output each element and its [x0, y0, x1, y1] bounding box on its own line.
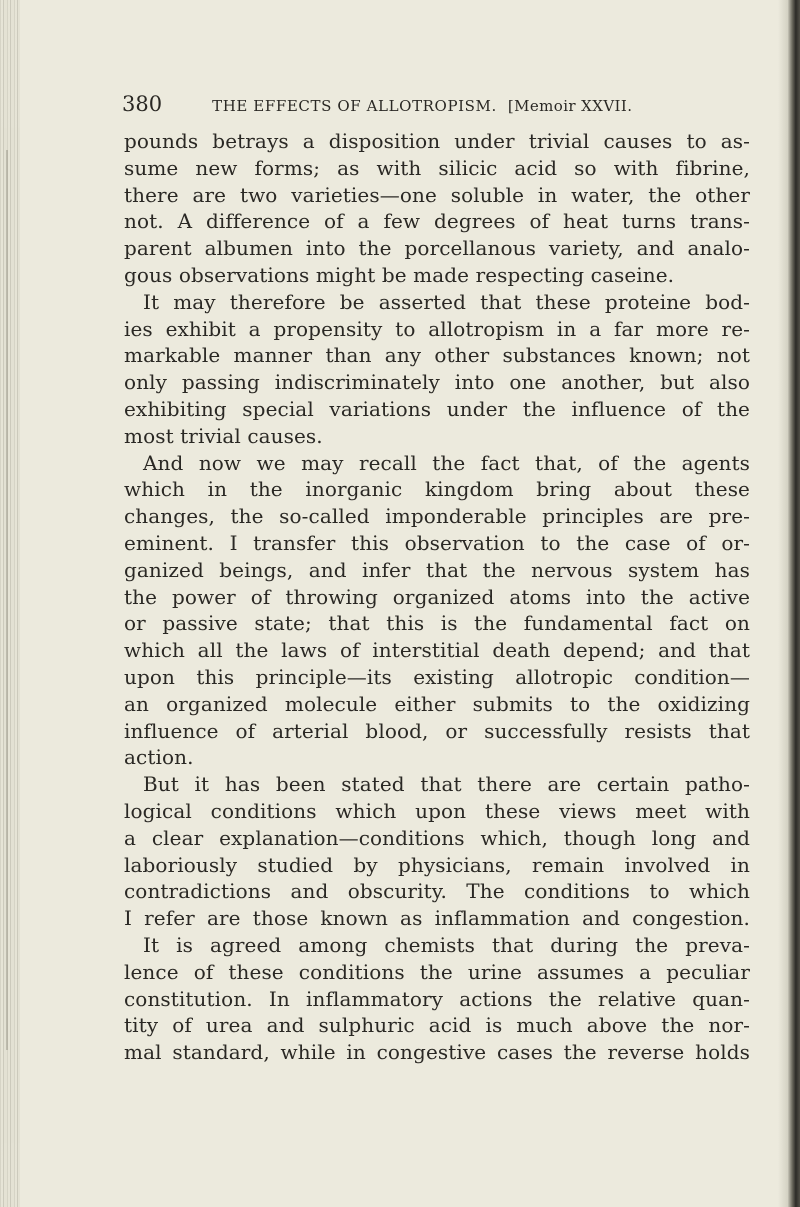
text-line: logical conditions which upon these views meet with: [124, 798, 750, 823]
text-line: mal standard, while in congestive cases the reverse holds: [124, 1040, 750, 1065]
text-line: sume new forms; as with silicic acid so with fibrine,: [124, 155, 750, 180]
memoir-reference: [Memoir XXVII.: [507, 97, 633, 115]
text-line: lence of these conditions the urine assumes a peculiar: [124, 959, 750, 984]
running-head: [124, 92, 764, 120]
text-line: changes, the so-called imponderable principles are pre-: [124, 504, 750, 529]
text-line: most trivial causes.: [124, 423, 323, 448]
text-line: action.: [124, 745, 194, 770]
book-page: [124, 92, 764, 1066]
text-line: ies exhibit a propensity to allotropism in a far more re-: [124, 316, 750, 341]
running-title: THE EFFECTS OF ALLOTROPISM.: [212, 97, 497, 115]
text-line: not. A difference of a few degrees of heat turns trans-: [124, 209, 750, 234]
text-line: gous observations might be made respecting caseine.: [124, 262, 675, 287]
text-line: parent albumen into the porcellanous variety, and analo-: [124, 236, 750, 261]
page-number: 380: [122, 92, 163, 116]
text-line: ganized beings, and infer that the nervous system has: [124, 557, 750, 582]
body-text: [124, 128, 764, 1066]
text-line: But it has been stated that there are certain patho-: [143, 772, 750, 797]
binding-gutter: [0, 0, 20, 1207]
text-line: which all the laws of interstitial death depend; and that: [124, 638, 750, 663]
text-line: laboriously studied by physicians, remain involved in: [124, 852, 750, 877]
text-line: exhibiting special variations under the influence of the: [124, 396, 750, 421]
text-line: contradictions and obscurity. The conditions to which: [124, 879, 750, 904]
text-line: constitution. In inflammatory actions the relative quan-: [124, 986, 750, 1011]
text-line: a clear explanation—conditions which, though long and: [124, 825, 750, 850]
text-line: pounds betrays a disposition under trivial causes to as-: [124, 129, 750, 153]
text-line: which in the inorganic kingdom bring about these: [124, 477, 750, 502]
text-line: upon this principle—its existing allotropic condition—: [124, 664, 750, 689]
text-line: It is agreed among chemists that during the preva-: [143, 932, 750, 957]
text-line: markable manner than any other substances known; not: [124, 343, 750, 368]
text-line: And now we may recall the fact that, of the agents: [143, 450, 750, 475]
text-line: eminent. I transfer this observation to the case of or-: [124, 530, 750, 555]
text-line: influence of arterial blood, or successfully resists that: [124, 718, 750, 743]
text-line: It may therefore be asserted that these proteine bod-: [143, 289, 750, 314]
text-line: an organized molecule either submits to the oxidizing: [124, 691, 750, 716]
text-line: or passive state; that this is the fundamental fact on: [124, 611, 750, 636]
text-line: there are two varieties—one soluble in water, the other: [124, 182, 750, 207]
text-line: only passing indiscriminately into one another, but also: [124, 370, 750, 395]
page-edge-shadow: [788, 0, 800, 1207]
text-line: tity of urea and sulphuric acid is much above the nor-: [124, 1013, 750, 1038]
text-line: I refer are those known as inflammation and congestion.: [124, 906, 750, 931]
text-line: the power of throwing organized atoms into the active: [124, 584, 750, 609]
